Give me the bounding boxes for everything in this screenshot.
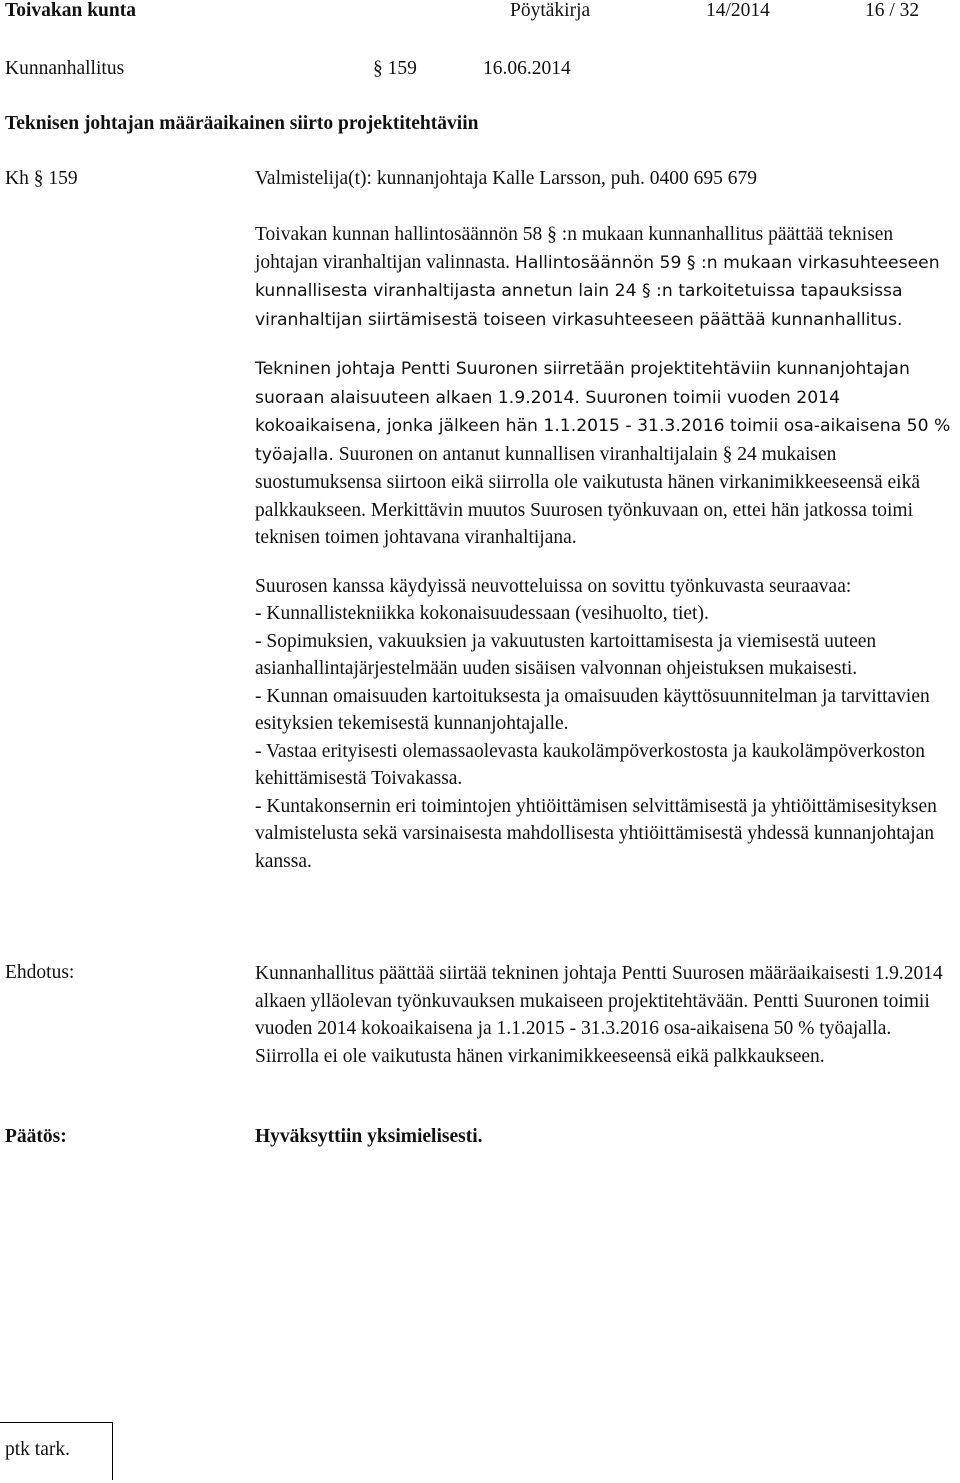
preparer-line: Valmistelija(t): kunnanjohtaja Kalle Larsson, puh. 0400 695 679	[255, 168, 758, 189]
paragraph-administrative-rules	[255, 221, 960, 334]
paragraph-text: Toivakan kunnan hallintosäännön 58 § :n mukaan kunnanhallitus päättää teknisen johtajan viranhaltijan valinnasta.	[255, 224, 894, 273]
document-type: Pöytäkirja	[510, 0, 591, 21]
page-title: Teknisen johtajan määräaikainen siirto projektitehtäviin	[5, 113, 479, 134]
minutes-check-label: ptk tark.	[5, 1439, 70, 1460]
page-number: 16 / 32	[865, 0, 920, 21]
decision-text: Hyväksyttiin yksimielisesti.	[255, 1126, 483, 1147]
proposal-text: Kunnanhallitus päättää siirtää tekninen johtaja Pentti Suurosen määräaikaisesti 1.9.2014 alkaen ylläolevan työnkuvauksen mukaiseen projektitehtävään. Pentti Suuronen toimii vuoden 2014 kokoaikaisena ja 1.1.2015 - 31.3.2016 osa-aikaisena 50 % työajalla. Siirrolla ei ole vaikutusta hänen virkanimikkeeseensä eikä palkkaukseen.	[255, 963, 943, 1067]
list-item: - Kunnallistekniikka kokonaisuudessaan (vesihuolto, tiet).	[255, 603, 709, 624]
list-item: - Vastaa erityisesti olemassaolevasta kaukolämpöverkostosta ja kaukolämpöverkoston kehittämisestä Toivakassa.	[255, 740, 926, 789]
item-reference: Kh § 159	[5, 168, 78, 189]
paragraph-transfer	[255, 355, 960, 552]
paragraph-duties-intro: Suurosen kanssa käydyissä neuvotteluissa on sovittu työnkuvasta seuraavaa:	[255, 575, 852, 597]
meeting-date: 16.06.2014	[483, 58, 571, 79]
paragraph-text: Tekninen johtaja Pentti Suuronen siirretään projektitehtäviin kunnanjohtajan suoraan alaisuuteen alkaen 1.9.2014. Suuronen toimii vuoden 2014 kokoaikaisena, jonka jälkeen hän 1.1.2015 - 31.3.2016 toimii osa-aikaisena 50 % työajalla.	[255, 359, 951, 465]
meeting-body: Kunnanhallitus	[5, 58, 125, 79]
list-item: - Sopimuksien, vakuuksien ja vakuutusten kartoittamisesta ja viemisestä uuteen asianhallintajärjestelmään uuden sisäisen valvonnan ohjeistuksen mukaisesti.	[255, 630, 877, 679]
list-item: - Kuntakonsernin eri toimintojen yhtiöittämisen selvittämisestä ja yhtiöittämisesityksen valmistelusta sekä varsinaisesta mahdollisesta yhtiöittämisestä yhdessä kunnanjohtajan kanssa.	[255, 795, 937, 872]
proposal-label: Ehdotus:	[5, 962, 75, 983]
paragraph-text: Suuronen on antanut kunnallisen viranhaltijalain § 24 mukaisen suostumuksensa siirtoon eikä siirrolla ole vaikutusta hänen virkanimikkeeseensä eikä palkkaukseen. Merkittävin muutos Suurosen työnkuvaan on, ettei hän jatkossa toimi teknisen toimen johtavana viranhaltijana.	[255, 443, 920, 548]
paragraph-text: Hallintosäännön 59 § :n mukaan virkasuhteeseen kunnallisesta viranhaltijasta annetun lain 24 § :n tarkoitetuissa tapauksissa viranhaltijan siirtämisestä toiseen virkasuhteeseen päättää kunnanhallitus.	[255, 252, 940, 330]
document-number: 14/2014	[706, 0, 770, 21]
minutes-check-box	[0, 1422, 113, 1480]
list-item: - Kunnan omaisuuden kartoituksesta ja omaisuuden käyttösuunnitelman ja tarvittavien esityksien tekemisestä kunnanjohtajalle.	[255, 685, 930, 734]
municipality-name: Toivakan kunta	[5, 0, 136, 21]
section-number: § 159	[373, 58, 417, 79]
decision-label: Päätös:	[5, 1126, 67, 1147]
main-body	[255, 221, 960, 875]
